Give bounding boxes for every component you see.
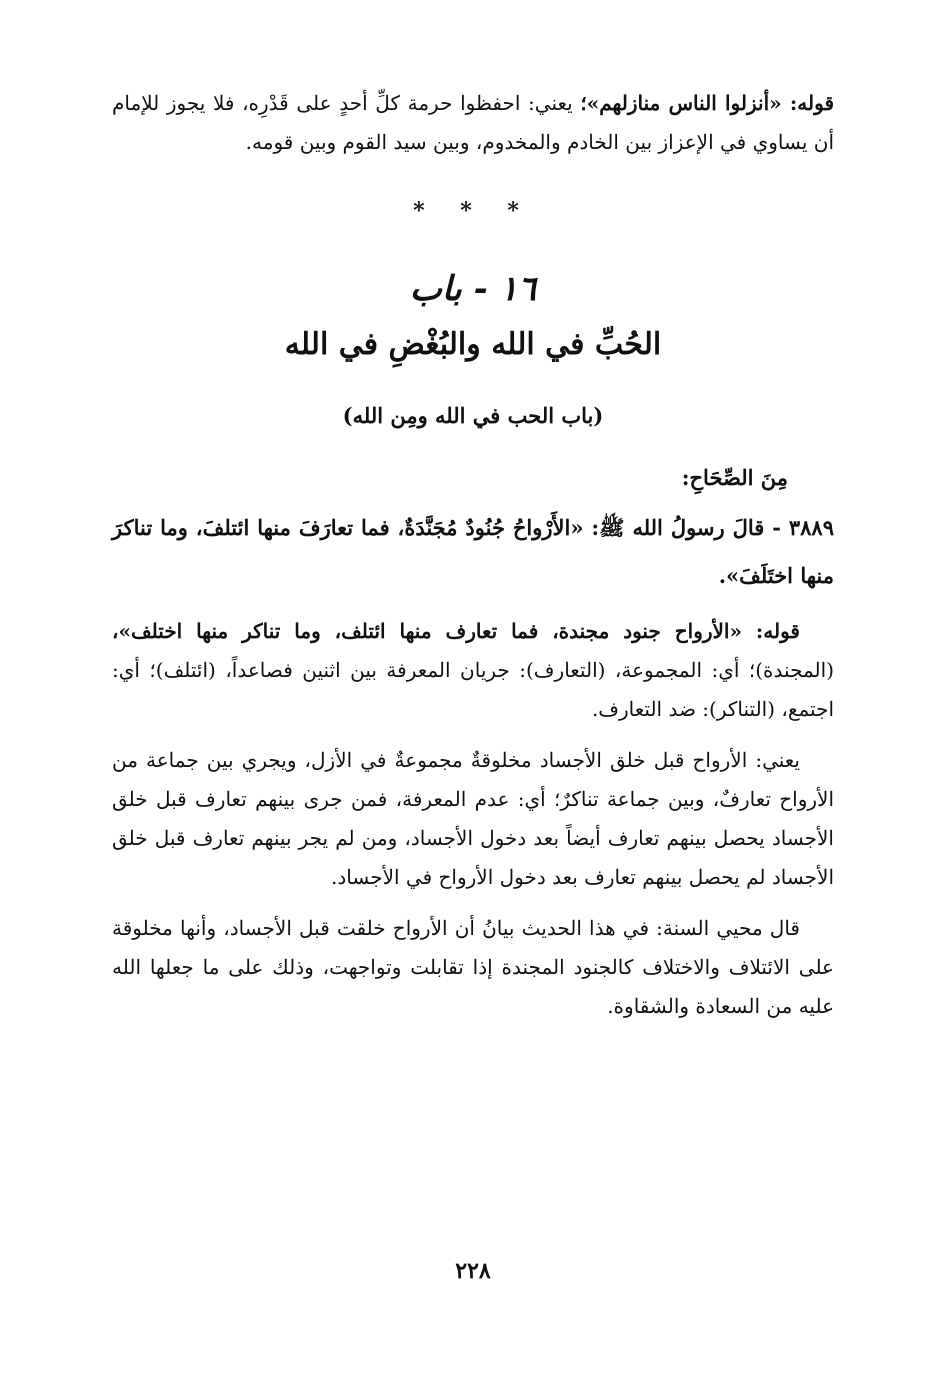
hadith-text: ٣٨٨٩ - قالَ رسولُ الله ﷺ: «الأَرْواحُ جُنُودٌ مُجَنَّدَةٌ، فما تعارَفَ منها ائتلفَ، وما تناكرَ منها اختَلَفَ».: [112, 515, 834, 588]
chapter-title: الحُبِّ في الله والبُغْضِ في الله: [284, 327, 662, 362]
page-number: ٢٢٨: [455, 1258, 491, 1284]
intro-quote: قوله: «أنزلوا الناس منازلهم»؛: [580, 91, 834, 115]
intro-paragraph: [112, 84, 834, 162]
section-separator: * * *: [413, 198, 533, 224]
commentary-text: (المجندة)؛ أي: المجموعة، (التعارف): جريان المعرفة بين اثنين فصاعداً، (ائتلف)؛ أي: اجتمع، (التناكر): ضد التعارف.: [112, 658, 834, 721]
intro-text: يعني: احفظوا حرمة كلِّ أحدٍ على قَدْرِه، فلا يجوز للإمام أن يساوي في الإعزاز بين الخادم والمخدوم، وبين سيد القوم وبين قومه.: [112, 91, 834, 154]
commentary-quote: قوله: «الأرواح جنود مجندة، فما تعارف منها ائتلف، وما تناكر منها اختلف»،: [112, 619, 800, 643]
commentary-paragraph: قال محيي السنة: في هذا الحديث بيانُ أن الأرواح خلقت قبل الأجساد، وأنها مخلوقة على الائتلاف والاختلاف كالجنود المجندة إذا تقابلت وتواجهت، وذلك على ما جعلها الله عليه من السعادة والشقاوة.: [112, 916, 834, 1018]
chapter-number: ١٦ - باب: [409, 269, 537, 309]
section-label: مِنَ الصِّحَاحِ:: [681, 465, 788, 490]
page-body: [112, 84, 834, 1026]
commentary-paragraph: [112, 612, 834, 729]
chapter-subtitle: (باب الحب في الله ومِن الله): [342, 403, 604, 428]
commentary-paragraph: يعني: الأرواح قبل خلق الأجساد مخلوقةٌ مجموعةٌ في الأزل، ويجري بين جماعة من الأرواح تعارفٌ، وبين جماعة تناكرٌ؛ أي: عدم المعرفة، فمن جرى بينهم تعارف قبل خلق الأجساد يحصل بينهم تعارف أيضاً بعد دخول الأجساد، ومن لم يجر بينهم تعارف قبل خلق الأجساد لم يحصل بينهم تعارف بعد دخول الأرواح في الأجساد.: [112, 748, 834, 889]
